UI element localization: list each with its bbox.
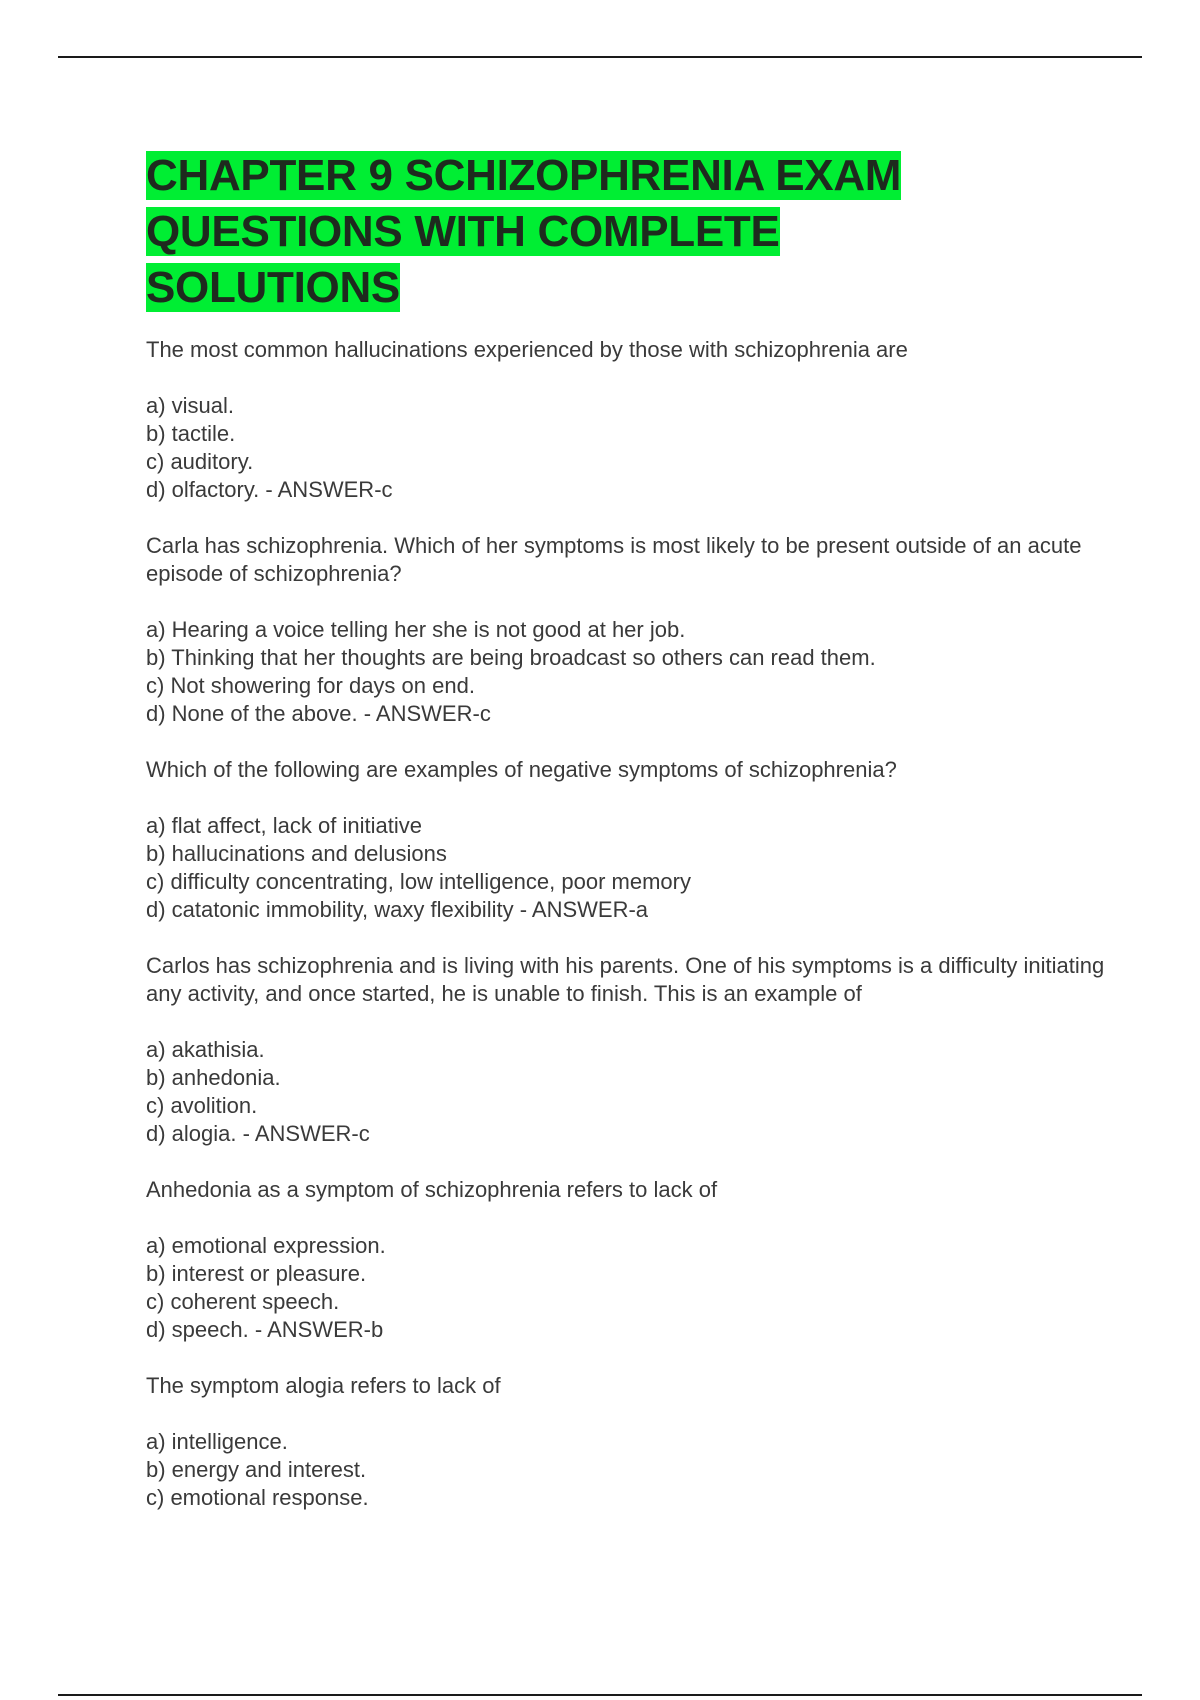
top-rule (58, 56, 1142, 58)
document-title (146, 148, 1106, 316)
option: c) Not showering for days on end. (146, 673, 475, 698)
option: a) Hearing a voice telling her she is not good at her job. (146, 617, 686, 642)
option: b) hallucinations and delusions (146, 841, 447, 866)
document-body (146, 148, 1106, 1540)
question (146, 756, 1106, 924)
option-with-answer: d) None of the above. - ANSWER-c (146, 701, 491, 726)
option: a) emotional expression. (146, 1233, 386, 1258)
option-with-answer: d) speech. - ANSWER-b (146, 1317, 384, 1342)
option-list (146, 392, 1106, 504)
question-stem: Carlos has schizophrenia and is living with his parents. One of his symptoms is a difficulty initiating any activity, and once started, he is unable to finish. This is an example of (146, 953, 1105, 1006)
question-stem: Anhedonia as a symptom of schizophrenia refers to lack of (146, 1177, 718, 1202)
title-line: SOLUTIONS (146, 263, 400, 312)
option-list (146, 1036, 1106, 1148)
option: b) Thinking that her thoughts are being broadcast so others can read them. (146, 645, 876, 670)
option-with-answer: d) alogia. - ANSWER-c (146, 1121, 370, 1146)
question-stem: Which of the following are examples of negative symptoms of schizophrenia? (146, 757, 897, 782)
option: b) anhedonia. (146, 1065, 281, 1090)
option: c) difficulty concentrating, low intelligence, poor memory (146, 869, 691, 894)
title-line: QUESTIONS WITH COMPLETE (146, 207, 780, 256)
option: a) akathisia. (146, 1037, 265, 1062)
question-list (146, 336, 1106, 1512)
option-list (146, 1428, 1106, 1512)
option-list (146, 616, 1106, 728)
question-stem: The symptom alogia refers to lack of (146, 1373, 501, 1398)
option: a) visual. (146, 393, 235, 418)
option: c) coherent speech. (146, 1289, 340, 1314)
option: a) intelligence. (146, 1429, 288, 1454)
bottom-rule (58, 1694, 1142, 1696)
title-line: CHAPTER 9 SCHIZOPHRENIA EXAM (146, 151, 902, 200)
option: b) interest or pleasure. (146, 1261, 367, 1286)
question (146, 532, 1106, 728)
option-list (146, 1232, 1106, 1344)
question (146, 1176, 1106, 1344)
option: b) tactile. (146, 421, 236, 446)
question-stem: Carla has schizophrenia. Which of her symptoms is most likely to be present outside of an acute episode of schizophrenia? (146, 533, 1082, 586)
option: c) avolition. (146, 1093, 258, 1118)
option: c) auditory. (146, 449, 254, 474)
question (146, 952, 1106, 1148)
option-with-answer: d) catatonic immobility, waxy flexibility - ANSWER-a (146, 897, 649, 922)
question (146, 336, 1106, 504)
question (146, 1372, 1106, 1512)
option-list (146, 812, 1106, 924)
option-with-answer: d) olfactory. - ANSWER-c (146, 477, 393, 502)
option: c) emotional response. (146, 1485, 369, 1510)
option: b) energy and interest. (146, 1457, 367, 1482)
question-stem: The most common hallucinations experienced by those with schizophrenia are (146, 337, 908, 362)
option: a) flat affect, lack of initiative (146, 813, 422, 838)
